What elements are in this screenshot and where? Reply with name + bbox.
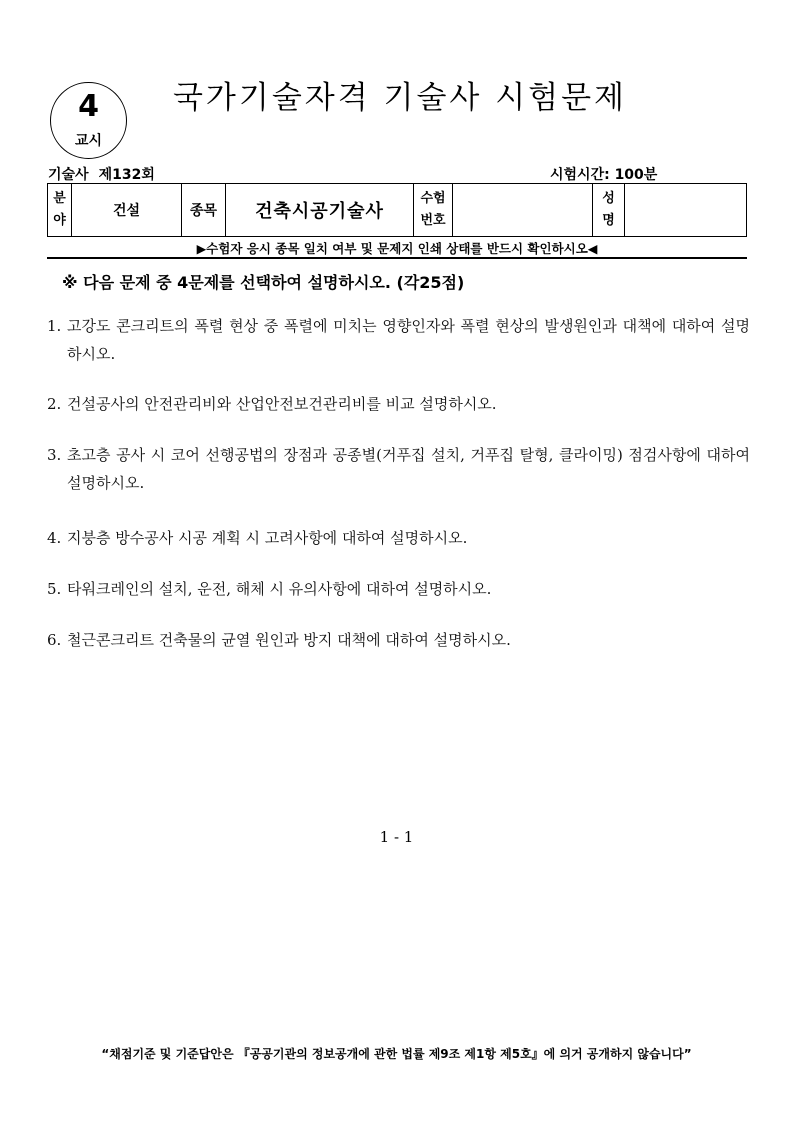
footer-disclaimer: “채점기준 및 기준답안은 『공공기관의 정보공개에 관한 법률 제9조 제1항 제5호』에 의거 공개하지 않습니다” [101, 1047, 692, 1061]
name-label: 성 명 [593, 184, 625, 237]
question-text: 타워크레인의 설치, 운전, 해체 시 유의사항에 대하여 설명하시오. [67, 580, 492, 598]
question-item [47, 312, 750, 368]
exam-number-field[interactable] [453, 184, 593, 237]
question-text: 철근콘크리트 건축물의 균열 원인과 방지 대책에 대하여 설명하시오. [67, 631, 511, 649]
question-text: 지붕층 방수공사 시공 계획 시 고려사항에 대하여 설명하시오. [67, 529, 468, 547]
question-text: 초고층 공사 시 코어 선행공법의 장점과 공종별(거푸집 설치, 거푸집 탈형, 클라이밍) 점검사항에 대하여 설명하시오. [67, 446, 750, 492]
exam-type: 기술사 [48, 167, 89, 183]
instruction: ※ 다음 문제 중 4문제를 선택하여 설명하시오. (각25점) [62, 273, 465, 292]
field-value: 건설 [72, 184, 182, 237]
question-number: 1. [47, 317, 62, 335]
name-field[interactable] [625, 184, 747, 237]
question-number: 6. [47, 631, 62, 649]
exam-time: 시험시간: 100분 [550, 167, 658, 183]
exam-session-info [48, 164, 155, 184]
question-number: 5. [47, 580, 62, 598]
question-item [47, 575, 750, 603]
session-number: 4 [78, 89, 99, 124]
question-number: 2. [47, 395, 62, 413]
category-label: 종목 [182, 184, 226, 237]
page-title: 국가기술자격 기술사 시험문제 [172, 80, 627, 116]
check-notice: ▶수험자 응시 종목 일치 여부 및 문제지 인쇄 상태를 반드시 확인하시오◀ [196, 241, 598, 256]
exam-round: 제132회 [98, 167, 155, 183]
page-number: 1 - 1 [379, 828, 414, 846]
question-item [47, 524, 750, 552]
question-item [47, 441, 750, 497]
question-text: 고강도 콘크리트의 폭렬 현상 중 폭렬에 미치는 영향인자와 폭렬 현상의 발생원인과 대책에 대하여 설명하시오. [67, 317, 750, 363]
field-label: 분 야 [48, 184, 72, 237]
exam-info-table [47, 183, 747, 237]
divider [47, 257, 747, 259]
question-number: 4. [47, 529, 62, 547]
exam-number-label: 수험 번호 [414, 184, 453, 237]
question-item [47, 626, 750, 654]
session-badge [50, 82, 127, 159]
question-number: 3. [47, 446, 62, 464]
category-value: 건축시공기술사 [226, 184, 414, 237]
question-text: 건설공사의 안전관리비와 산업안전보건관리비를 비교 설명하시오. [67, 395, 497, 413]
question-item [47, 390, 750, 418]
session-label: 교시 [74, 133, 103, 149]
